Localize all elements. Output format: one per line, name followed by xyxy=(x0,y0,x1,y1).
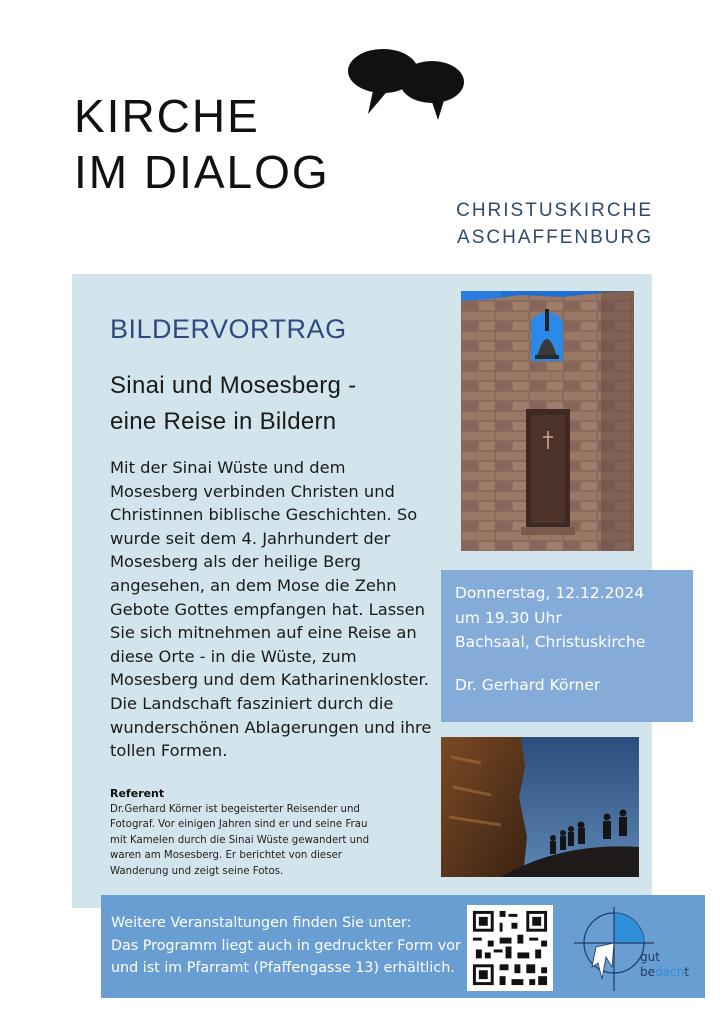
bell-tower-photo xyxy=(461,291,634,551)
event-info-box xyxy=(441,570,693,722)
body-line: Gebote Gottes empfangen hat. Lassen xyxy=(110,599,425,619)
church-line-1: CHRISTUSKIRCHE xyxy=(456,200,653,221)
footer-line-3: und ist im Pfarramt (Pfaffengasse 13) erhältlich. xyxy=(111,960,455,976)
body-line: Mit der Sinai Wüste und dem xyxy=(110,458,346,477)
body-line: diese Orte - in die Wüste, zum xyxy=(110,646,357,666)
section-heading: BILDERVORTRAG xyxy=(110,314,347,344)
event-date: Donnerstag, 12.12.2024 xyxy=(455,584,645,602)
referent-label: Referent xyxy=(110,787,165,800)
subtitle-line-1: Sinai und Mosesberg - xyxy=(110,372,357,399)
logo-text-bedacht xyxy=(640,965,689,979)
referent-text xyxy=(110,802,369,879)
body-line: Christinnen biblische Geschichten. So xyxy=(110,505,418,525)
body-line: Mosesberg als der heilige Berg xyxy=(110,552,361,572)
body-line: Sie sich mitnehmen auf eine Reise an xyxy=(110,623,417,643)
referent-line: waren am Mosesberg. Er berichtet von dieser xyxy=(110,850,342,862)
hikers-photo xyxy=(441,737,639,877)
body-line: wunderschönen Ablagerungen und ihre xyxy=(110,717,432,737)
speech-bubbles-icon xyxy=(346,46,468,124)
referent-line: Fotograf. Vor einigen Jahren sind er und seine Frau xyxy=(110,819,368,831)
footer-banner xyxy=(101,895,705,998)
body-line: Mosesberg verbinden Christen und xyxy=(110,481,395,501)
event-location: Bachsaal, Christuskirche xyxy=(455,633,646,651)
event-speaker: Dr. Gerhard Körner xyxy=(455,676,601,694)
poster-title xyxy=(74,88,330,200)
referent-line: Wanderung und zeigt seine Fotos. xyxy=(110,865,284,877)
event-time: um 19.30 Uhr xyxy=(455,608,562,627)
title-line-2: IM DIALOG xyxy=(74,146,330,198)
footer-line-2: Das Programm liegt auch in gedruckter Form vor xyxy=(111,937,461,954)
body-line: tollen Formen. xyxy=(110,741,228,761)
referent-line: Dr.Gerhard Körner ist begeisterter Reisender und xyxy=(110,804,360,815)
logo-text-gut: gut xyxy=(640,950,660,964)
subtitle-line-2: eine Reise in Bildern xyxy=(110,408,337,435)
body-line: angesehen, an dem Mose die Zehn xyxy=(110,575,397,595)
footer-line-1: Weitere Veranstaltungen finden Sie unter: xyxy=(111,915,412,931)
referent-line: mit Kamelen durch die Sinai Wüste gewandert und xyxy=(110,834,370,846)
logo-text-be: be xyxy=(640,965,655,979)
body-line: wurde seit dem 4. Jahrhundert der xyxy=(110,528,391,548)
description-text xyxy=(110,456,430,763)
body-line: Die Landschaft fasziniert durch die xyxy=(110,693,394,713)
logo-text-t: t xyxy=(684,965,689,979)
talk-subtitle xyxy=(110,368,356,440)
body-line: Mosesberg und dem Katharinenkloster. xyxy=(110,670,429,690)
qr-code[interactable] xyxy=(467,905,553,991)
logo-text-dach: dach xyxy=(655,965,685,979)
church-line-2: ASCHAFFENBURG xyxy=(457,227,653,248)
title-line-1: KIRCHE xyxy=(74,90,260,142)
church-name xyxy=(438,197,653,251)
